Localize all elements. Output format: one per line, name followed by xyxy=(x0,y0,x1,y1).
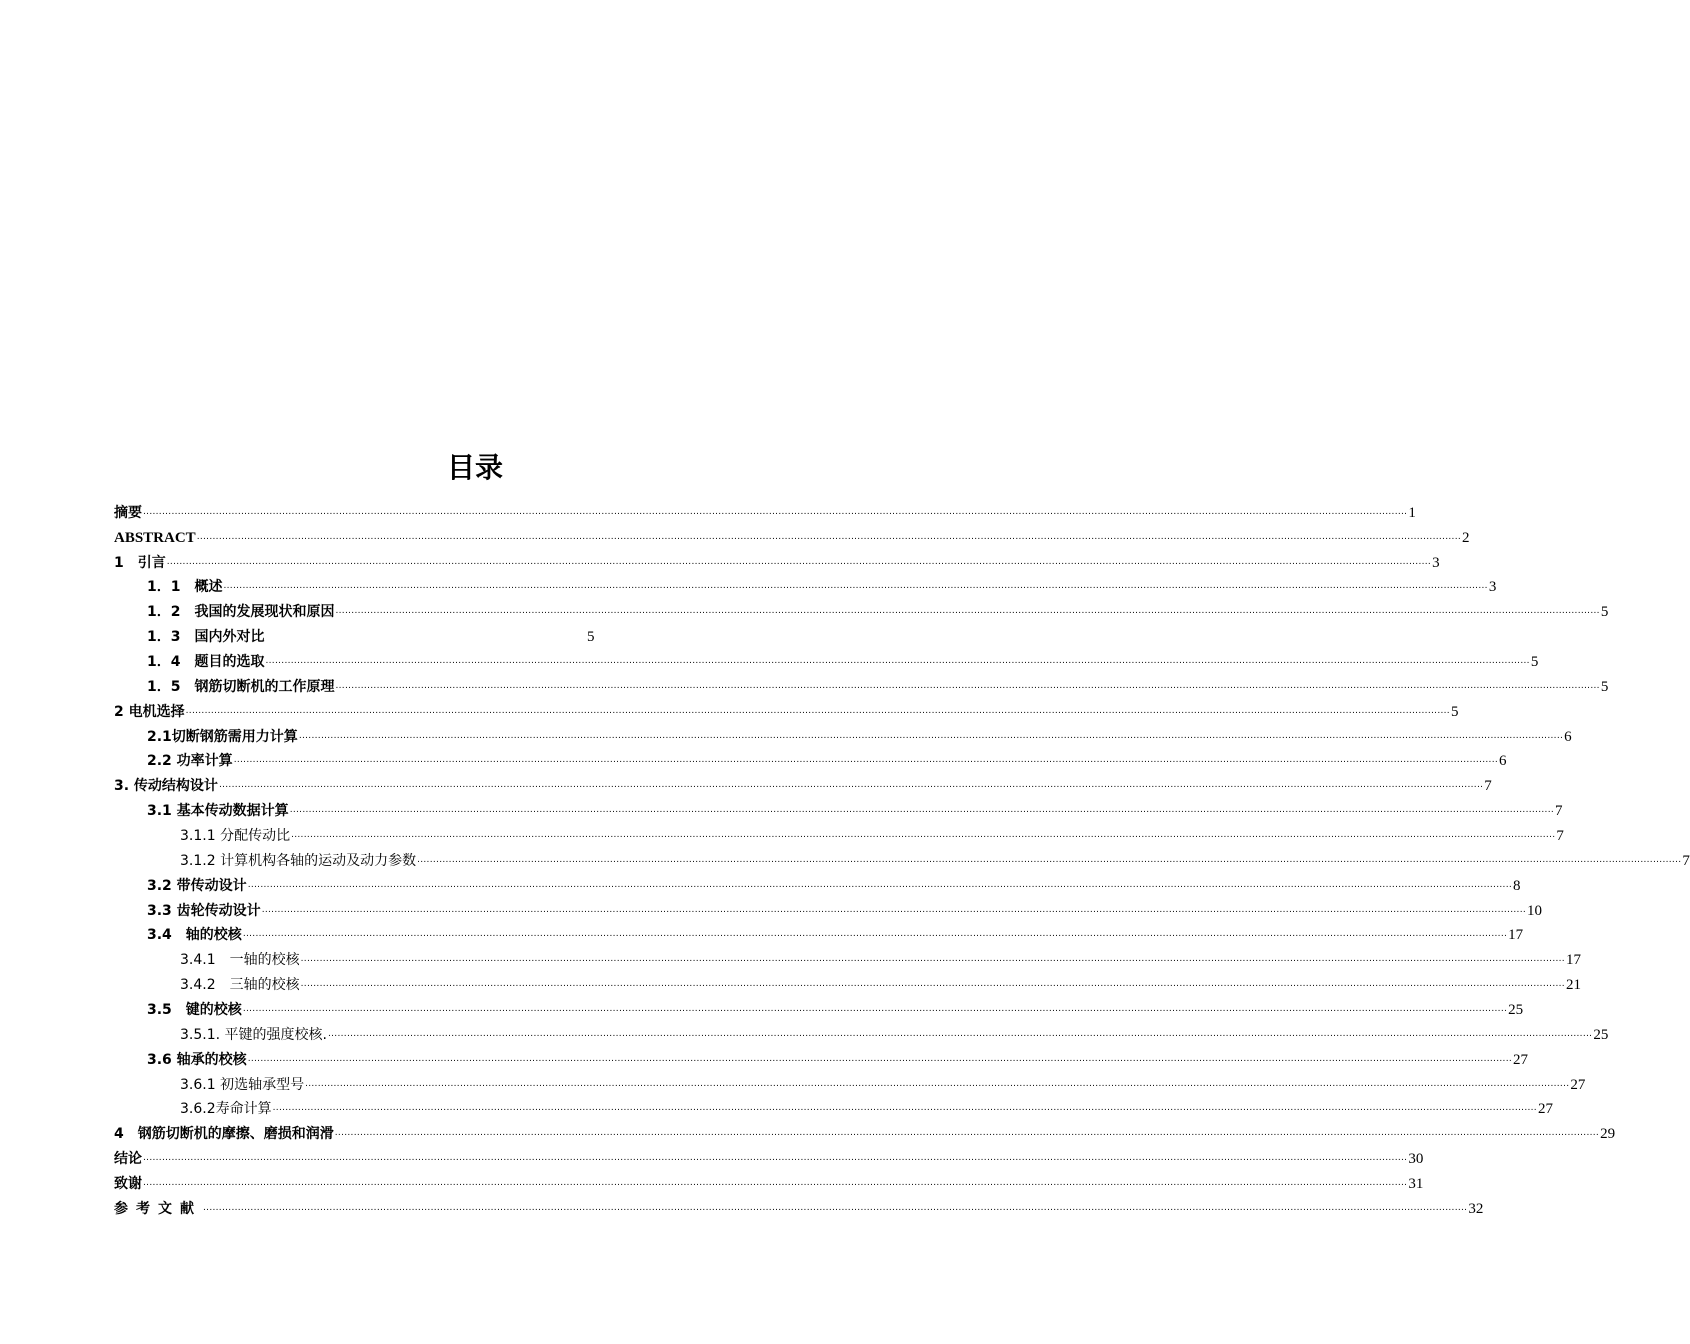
dot-leader: ................................................................................................................................................................................................................................................................................................................................................................................................................ xyxy=(247,879,1513,890)
toc-entry-label: 4 钢筋切断机的摩擦、磨损和润滑 xyxy=(114,1126,334,1143)
toc-entry[interactable] xyxy=(114,795,1563,820)
toc-entry-label: 1．1 概述 xyxy=(147,579,223,596)
dot-leader: ................................................................................................................................................................................................................................................................................................................................................................................................................ xyxy=(300,954,1565,965)
dot-leader: ................................................................................................................................................................................................................................................................................................................................................................................................................ xyxy=(233,755,1499,766)
toc-entry[interactable] xyxy=(114,746,1507,771)
toc-entry-label: 1 引言 xyxy=(114,554,166,571)
toc-page-number: 32 xyxy=(1468,1200,1484,1217)
toc-entry-label: 3.1 基本传动数据计算 xyxy=(147,803,289,820)
toc-page-number: 25 xyxy=(1508,1002,1524,1019)
dot-leader: ................................................................................................................................................................................................................................................................................................................................................................................................................ xyxy=(247,1053,1513,1064)
dot-leader: ................................................................................................................................................................................................................................................................................................................................................................................................................ xyxy=(218,780,1484,791)
dot-leader: ................................................................................................................................................................................................................................................................................................................................................................................................................ xyxy=(143,506,1408,517)
toc-entry-label: 3.4 轴的校核 xyxy=(147,927,242,944)
toc-entry[interactable] xyxy=(114,497,1416,522)
toc-entry[interactable] xyxy=(114,696,1459,721)
toc-page-number: 30 xyxy=(1408,1151,1424,1168)
toc-page-number: 25 xyxy=(1593,1026,1609,1043)
toc-page-number: 31 xyxy=(1408,1176,1424,1193)
toc-entry[interactable] xyxy=(114,721,1572,746)
toc-entry[interactable] xyxy=(114,646,1539,671)
toc-page-number: 3 xyxy=(1432,554,1440,571)
dot-leader: ................................................................................................................................................................................................................................................................................................................................................................................................................ xyxy=(300,979,1565,990)
toc-entry-label: 1．5 钢筋切断机的工作原理 xyxy=(147,678,335,695)
toc-entry-label: 3.1.1 分配传动比 xyxy=(180,828,291,845)
toc-entry-label: 1．4 题目的选取 xyxy=(147,654,265,671)
dot-leader: ................................................................................................................................................................................................................................................................................................................................................................................................................ xyxy=(305,1078,1570,1089)
toc-entry[interactable] xyxy=(114,1168,1424,1193)
toc-entry[interactable] xyxy=(114,1118,1616,1143)
toc-entry[interactable] xyxy=(114,572,1497,597)
toc-page-number: 21 xyxy=(1565,977,1581,994)
toc-entry-label: 结论 xyxy=(114,1151,142,1168)
toc-page-number: 5 xyxy=(1450,703,1459,720)
dot-leader: ................................................................................................................................................................................................................................................................................................................................................................................................................ xyxy=(335,680,1600,691)
toc-page-number: 6 xyxy=(1499,753,1507,770)
toc-entry[interactable] xyxy=(114,820,1564,845)
toc-entry[interactable] xyxy=(114,969,1581,994)
toc-list xyxy=(114,497,1690,1218)
dot-leader: ................................................................................................................................................................................................................................................................................................................................................................................................................ xyxy=(242,929,1508,940)
toc-page-number: 5 xyxy=(1600,604,1609,621)
toc-entry[interactable] xyxy=(114,1069,1586,1094)
toc-entry[interactable] xyxy=(114,522,1470,547)
toc-entry-label: 1．2 我国的发展现状和原因 xyxy=(147,604,335,621)
dot-leader: ................................................................................................................................................................................................................................................................................................................................................................................................................ xyxy=(417,854,1682,865)
toc-entry[interactable] xyxy=(114,944,1581,969)
toc-page-number: 5 xyxy=(587,629,595,646)
toc-entry[interactable] xyxy=(114,920,1524,945)
toc-entry-label: 摘要 xyxy=(114,504,142,521)
toc-entry[interactable] xyxy=(114,547,1440,572)
toc-entry-label: 1．3 国内外对比 xyxy=(147,629,265,646)
toc-page-number: 27 xyxy=(1513,1051,1529,1068)
dot-leader: ................................................................................................................................................................................................................................................................................................................................................................................................................ xyxy=(298,730,1564,741)
toc-entry[interactable] xyxy=(114,1143,1424,1168)
toc-entry[interactable] xyxy=(114,994,1524,1019)
toc-page-number: 6 xyxy=(1564,728,1572,745)
toc-page-number: 8 xyxy=(1513,877,1521,894)
toc-entry-label: 3.6.1 初选轴承型号 xyxy=(180,1076,305,1093)
dot-leader: ................................................................................................................................................................................................................................................................................................................................................................................................................ xyxy=(203,1202,1468,1213)
toc-entry[interactable] xyxy=(114,870,1521,895)
toc-entry-label: 2 电机选择 xyxy=(114,703,185,720)
toc-page-number: 3 xyxy=(1488,579,1497,596)
dot-leader: ................................................................................................................................................................................................................................................................................................................................................................................................................ xyxy=(334,1128,1600,1139)
toc-entry[interactable] xyxy=(114,845,1690,870)
dot-leader: ................................................................................................................................................................................................................................................................................................................................................................................................................ xyxy=(143,1178,1408,1189)
dot-leader: ................................................................................................................................................................................................................................................................................................................................................................................................................ xyxy=(265,656,1530,667)
toc-entry[interactable] xyxy=(114,1193,1484,1218)
toc-page-number: 29 xyxy=(1600,1126,1616,1143)
dot-leader: ................................................................................................................................................................................................................................................................................................................................................................................................................ xyxy=(335,606,1600,617)
toc-page-number: 5 xyxy=(1530,654,1539,671)
toc-entry[interactable] xyxy=(114,1094,1553,1119)
dot-leader: ................................................................................................................................................................................................................................................................................................................................................................................................................ xyxy=(143,1153,1408,1164)
toc-page-number: 10 xyxy=(1527,902,1543,919)
toc-page-number: 17 xyxy=(1565,952,1581,969)
toc-entry[interactable] xyxy=(114,671,1609,696)
toc-entry-label: 3.5.1. 平键的强度校核. xyxy=(180,1026,327,1043)
toc-page-number: 7 xyxy=(1556,828,1564,845)
dot-leader: ................................................................................................................................................................................................................................................................................................................................................................................................................ xyxy=(196,531,1462,542)
toc-entry-label: ABSTRACT xyxy=(114,529,196,546)
dot-leader: ................................................................................................................................................................................................................................................................................................................................................................................................................ xyxy=(166,556,1432,567)
toc-page-number: 27 xyxy=(1537,1101,1553,1118)
dot-leader: ................................................................................................................................................................................................................................................................................................................................................................................................................ xyxy=(261,904,1527,915)
toc-entry-label: 参考文献 xyxy=(114,1200,202,1217)
dot-leader: ................................................................................................................................................................................................................................................................................................................................................................................................................ xyxy=(289,805,1555,816)
toc-page-number: 5 xyxy=(1600,678,1609,695)
toc-page-number: 1 xyxy=(1408,504,1416,521)
toc-entry-label: 3.6.2寿命计算 xyxy=(180,1101,272,1118)
toc-entry-label: 3.2 带传动设计 xyxy=(147,877,247,894)
toc-entry[interactable] xyxy=(114,770,1492,795)
toc-entry-label: 3.5 键的校核 xyxy=(147,1002,242,1019)
dot-leader: ................................................................................................................................................................................................................................................................................................................................................................................................................ xyxy=(291,830,1556,841)
toc-entry-label: 3.6 轴承的校核 xyxy=(147,1051,247,1068)
toc-entry-label: 3.4.2 三轴的校核 xyxy=(180,977,300,994)
toc-page-number: 27 xyxy=(1570,1076,1586,1093)
toc-page-number: 7 xyxy=(1555,803,1563,820)
dot-leader: ................................................................................................................................................................................................................................................................................................................................................................................................................ xyxy=(272,1103,1537,1114)
dot-leader: ................................................................................................................................................................................................................................................................................................................................................................................................................ xyxy=(223,581,1488,592)
toc-entry[interactable] xyxy=(114,1044,1529,1069)
toc-entry-label: 3.1.2 计算机构各轴的运动及动力参数 xyxy=(180,852,417,869)
dot-leader: ................................................................................................................................................................................................................................................................................................................................................................................................................ xyxy=(242,1004,1508,1015)
dot-leader: ................................................................................................................................................................................................................................................................................................................................................................................................................ xyxy=(185,705,1450,716)
toc-entry-label: 致谢 xyxy=(114,1176,142,1193)
dot-leader: ................................................................................................................................................................................................................................................................................................................................................................................................................ xyxy=(327,1028,1593,1039)
toc-entry-label: 2.1切断钢筋需用力计算 xyxy=(147,728,298,745)
toc-page-number: 17 xyxy=(1508,927,1524,944)
toc-page-number: 7 xyxy=(1484,778,1492,795)
toc-page-number: 2 xyxy=(1462,529,1470,546)
toc-entry[interactable] xyxy=(114,895,1543,920)
toc-entry[interactable] xyxy=(114,1019,1609,1044)
toc-entry[interactable] xyxy=(114,621,836,646)
toc-entry-label: 3.4.1 一轴的校核 xyxy=(180,952,300,969)
toc-title: 目录 xyxy=(446,451,503,484)
toc-entry-label: 3.3 齿轮传动设计 xyxy=(147,902,261,919)
toc-page-number: 7 xyxy=(1682,852,1690,869)
toc-entry-label: 3. 传动结构设计 xyxy=(114,778,218,795)
toc-entry-label: 2.2 功率计算 xyxy=(147,753,233,770)
toc-entry[interactable] xyxy=(114,596,1609,621)
